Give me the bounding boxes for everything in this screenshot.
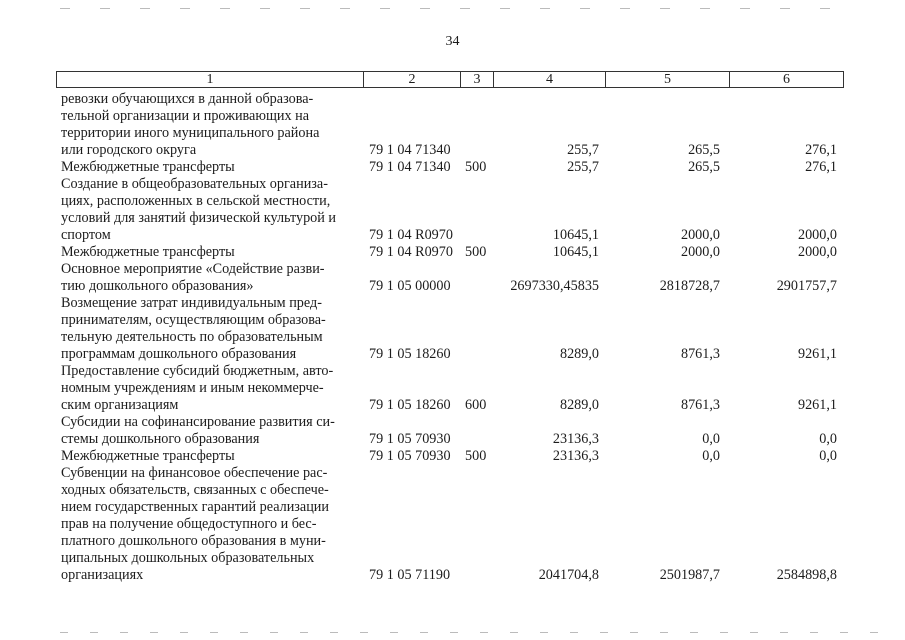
column-header-5: 5 <box>606 72 730 87</box>
description-line: прав на получение общедоступного и бес- <box>61 516 317 532</box>
row-description <box>61 91 356 159</box>
row-description <box>61 363 356 414</box>
value-year-2: 0,0 <box>702 431 720 447</box>
table-header <box>56 71 844 88</box>
description-line: или городского округа <box>61 142 197 158</box>
value-year-3: 9261,1 <box>797 397 837 413</box>
row-description <box>61 448 356 465</box>
scan-artifact-bottom <box>60 632 880 633</box>
description-line: условий для занятий физической культурой и <box>61 210 336 226</box>
value-year-3: 276,1 <box>805 142 837 158</box>
value-year-2: 2818728,7 <box>659 278 720 294</box>
row-description <box>61 295 356 363</box>
value-year-3: 276,1 <box>805 159 837 175</box>
value-year-2: 265,5 <box>688 159 720 175</box>
budget-code: 79 1 05 70930 <box>369 431 451 447</box>
value-year-3: 0,0 <box>819 448 837 464</box>
description-line: Предоставление субсидий бюджетным, авто- <box>61 363 334 379</box>
value-year-1: 10645,1 <box>552 244 599 260</box>
value-year-2: 8761,3 <box>680 346 720 362</box>
table-row <box>0 261 905 295</box>
column-header-4: 4 <box>494 72 606 87</box>
table-row <box>0 448 905 465</box>
description-line: номным учреждениям и иным некоммерче- <box>61 380 324 396</box>
column-header-6: 6 <box>783 72 790 87</box>
value-year-1: 2697330,45835 <box>510 278 599 294</box>
description-line: Субсидии на софинансирование развития си- <box>61 414 335 430</box>
description-line: стемы дошкольного образования <box>61 431 260 447</box>
row-description <box>61 261 356 295</box>
row-description <box>61 244 356 261</box>
row-description <box>61 465 356 584</box>
value-year-3: 9261,1 <box>797 346 837 362</box>
value-year-3: 0,0 <box>819 431 837 447</box>
description-line: ским организациям <box>61 397 179 413</box>
column-header-1: 1 <box>57 72 364 87</box>
budget-code: 79 1 04 R0970 <box>369 227 453 243</box>
expense-type: 600 <box>465 397 487 413</box>
budget-code: 79 1 05 00000 <box>369 278 451 294</box>
description-line: тельную деятельность по образовательным <box>61 329 323 345</box>
expense-type: 500 <box>465 244 487 260</box>
description-line: спортом <box>61 227 111 243</box>
description-line: платного дошкольного образования в муни- <box>61 533 326 549</box>
description-line: Создание в общеобразовательных организа- <box>61 176 328 192</box>
description-line: ходных обязательств, связанных с обеспече- <box>61 482 329 498</box>
column-header-2: 2 <box>364 72 461 87</box>
scan-artifact-top <box>60 8 840 9</box>
expense-type: 500 <box>465 448 487 464</box>
table-row <box>0 465 905 584</box>
table-row <box>0 176 905 244</box>
description-line: Субвенции на финансовое обеспечение рас- <box>61 465 328 481</box>
description-line: нием государственных гарантий реализации <box>61 499 329 515</box>
budget-code: 79 1 05 18260 <box>369 346 451 362</box>
description-line: ципальных дошкольных образовательных <box>61 550 315 566</box>
table-row <box>0 244 905 261</box>
value-year-1: 2041704,8 <box>538 567 599 583</box>
row-description <box>61 176 356 244</box>
table-row <box>0 91 905 159</box>
value-year-2: 265,5 <box>688 142 720 158</box>
value-year-2: 8761,3 <box>680 397 720 413</box>
value-year-1: 10645,1 <box>552 227 599 243</box>
description-line: тельной организации и проживающих на <box>61 108 310 124</box>
value-year-3: 2901757,7 <box>776 278 837 294</box>
value-year-1: 23136,3 <box>552 431 599 447</box>
description-line: Возмещение затрат индивидуальным пред- <box>61 295 322 311</box>
description-line: Межбюджетные трансферты <box>61 244 235 260</box>
value-year-2: 2000,0 <box>680 227 720 243</box>
value-year-2: 2501987,7 <box>659 567 720 583</box>
description-line: Основное мероприятие «Содействие разви- <box>61 261 325 277</box>
value-year-3: 2000,0 <box>797 244 837 260</box>
description-line: принимателям, осуществляющим образова- <box>61 312 326 328</box>
value-year-3: 2000,0 <box>797 227 837 243</box>
row-description <box>61 414 356 448</box>
description-line: территории иного муниципального района <box>61 125 320 141</box>
table-row <box>0 363 905 414</box>
description-line: тию дошкольного образования» <box>61 278 254 294</box>
value-year-1: 8289,0 <box>559 346 599 362</box>
description-line: Межбюджетные трансферты <box>61 159 235 175</box>
budget-code: 79 1 04 R0970 <box>369 244 453 260</box>
budget-code: 79 1 05 71190 <box>369 567 451 583</box>
description-line: программам дошкольного образования <box>61 346 297 362</box>
value-year-3: 2584898,8 <box>776 567 837 583</box>
table-row <box>0 295 905 363</box>
page-number: 34 <box>445 34 460 49</box>
column-header-3: 3 <box>461 72 494 87</box>
table-row <box>0 414 905 448</box>
description-line: ревозки обучающихся в данной образова- <box>61 91 314 107</box>
value-year-2: 2000,0 <box>680 244 720 260</box>
table-row <box>0 159 905 176</box>
budget-code: 79 1 04 71340 <box>369 159 451 175</box>
value-year-1: 255,7 <box>567 159 599 175</box>
description-line: циях, расположенных в сельской местности, <box>61 193 331 209</box>
value-year-1: 255,7 <box>567 142 599 158</box>
description-line: организациях <box>61 567 144 583</box>
value-year-1: 23136,3 <box>552 448 599 464</box>
value-year-2: 0,0 <box>702 448 720 464</box>
budget-code: 79 1 05 70930 <box>369 448 451 464</box>
budget-code: 79 1 04 71340 <box>369 142 451 158</box>
value-year-1: 8289,0 <box>559 397 599 413</box>
expense-type: 500 <box>465 159 487 175</box>
row-description <box>61 159 356 176</box>
budget-code: 79 1 05 18260 <box>369 397 451 413</box>
description-line: Межбюджетные трансферты <box>61 448 235 464</box>
